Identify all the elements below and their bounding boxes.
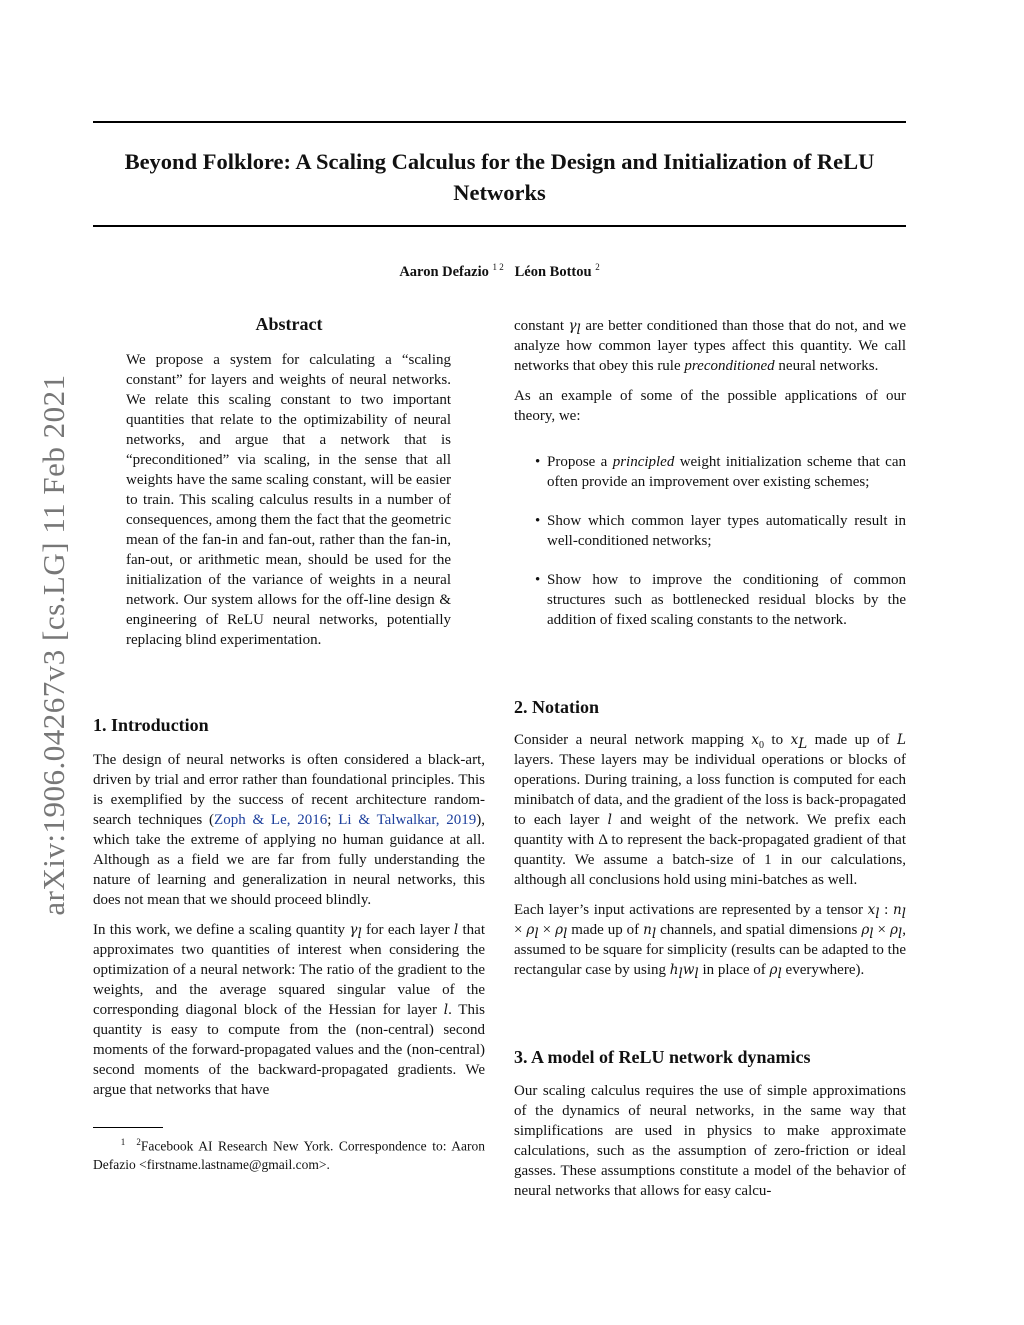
relu-model-heading: 3. A model of ReLU network dynamics bbox=[514, 1047, 811, 1067]
intro-section bbox=[93, 713, 485, 1110]
list-item: • Show how to improve the conditioning of common structures such as bottlenecked residual blocks by the addition of fixed scaling constants to the network. bbox=[514, 570, 906, 630]
relu-model-paragraph: Our scaling calculus requires the use of simple approximations of the dynamics of neural networks, in the same way that simplifications are used in physics to make approximate calculations, such as the assumption of zero-friction or ideal gasses. These assumptions constitute a model of the behavior of neural networks that allows for easy calcu- bbox=[514, 1083, 906, 1199]
notation-section bbox=[514, 695, 906, 990]
notation-paragraph-1: Consider a neural network mapping $x_0$ to $x_L$ made up of L layers. These layers may be individual operations or blocks of operations. During training, a loss function is computed for each minibatch of data, and the gradient of the loss is back-propagated to each layer l and weight of the network. We prefix each quantity with Δ to represent the back-propagated gradient of that quantity. We assume a batch-size of 1 in our calculations, although all conclusions hold using mini-batches as well. bbox=[514, 732, 906, 888]
list-item: • Propose a principled weight initialization scheme that can often provide an improvement over existing schemes; bbox=[514, 452, 906, 492]
list-item: • Show which common layer types automatically result in well-conditioned networks; bbox=[514, 511, 906, 551]
intro-heading: 1. Introduction bbox=[93, 715, 209, 735]
paper-title: Beyond Folklore: A Scaling Calculus for the Design and Initialization of ReLU Networks bbox=[124, 149, 875, 205]
author-name: Léon Bottou bbox=[514, 263, 592, 280]
author-list bbox=[93, 262, 906, 281]
abstract-heading: Abstract bbox=[255, 314, 323, 334]
citation-link[interactable]: Zoph & Le, 2016 bbox=[214, 812, 328, 828]
title-rule-bottom bbox=[93, 225, 906, 227]
examples-intro: As an example of some of the possible applications of our theory, we: bbox=[514, 388, 906, 424]
footnote: $^1$ $^2$Facebook AI Research New York. Correspondence to: Aaron Defazio <firstname.lastname@gmail.com>. bbox=[93, 1137, 486, 1172]
relu-model-section bbox=[514, 1045, 906, 1211]
notation-heading: 2. Notation bbox=[514, 697, 599, 717]
citation-link[interactable]: Li & Talwalkar, 2019 bbox=[338, 812, 477, 828]
arxiv-stamp: arXiv:1906.04267v3 [cs.LG] 11 Feb 2021 bbox=[36, 374, 71, 916]
author-name: Aaron Defazio bbox=[399, 263, 489, 280]
notation-paragraph-2: Each layer’s input activations are represented by a tensor $x_l$ : $n_l \times \rho_l \times \rho_l$ made up of $n_l$ channels, and spatial dimensions $\rho_l \times \rho_l$, assumed to be square for simplicity (results can be adapted to the rectangular case by using $h_lw_l$ in place of $\rho_l$ everywhere). bbox=[514, 902, 906, 982]
right-column bbox=[514, 316, 906, 649]
intro-paragraph-1: The design of neural networks is often considered a black-art, driven by trial and error rather than foundational principles. This is exemplified by the success of recent architecture random-search techniques (Zoph & Le, 2016; Li & Talwalkar, 2019), which take the extreme of applying no human guidance at all. Although as a field we are far from fully understanding the nature of learning and generalization in neural networks, this does not mean that we should proceed blindly. bbox=[93, 752, 486, 908]
abstract-text: We propose a system for calculating a “scaling constant” for layers and weights of neural networks. We relate this scaling constant to two important quantities that relate to the optimizability of neural networks, and argue that a network that is “preconditioned” via scaling, in the sense that all weights have the same scaling constant, will be easier to train. This scaling calculus results in a number of consequences, among them the fact that the geometric mean of the fan-in and fan-out, rather than the fan-in, fan-out, or arithmetic mean, should be used for the initialization of the variance of weights in a neural network. Our system allows for the off-line design & engineering of ReLU neural networks, potentially replacing blind experimentation. bbox=[126, 352, 451, 648]
footnote-rule bbox=[93, 1127, 163, 1128]
right-continuation: constant $\gamma_l$ are better conditioned than those that do not, and we analyze how common layer types affect this quantity. We call networks that obey this rule preconditioned neural networks. bbox=[514, 318, 906, 374]
author-affiliation: 2 bbox=[595, 262, 600, 272]
author-affiliation: 1 2 bbox=[492, 262, 504, 272]
contribution-list bbox=[514, 452, 906, 630]
title-rule-top bbox=[93, 121, 906, 123]
intro-paragraph-2: In this work, we define a scaling quantity $\gamma_l$ for each layer l that approximates two quantities of interest when considering the optimization of a neural network: The ratio of the gradient to the weights, and the average squared singular value of the corresponding diagonal block of the Hessian for layer l. This quantity is easy to compute from the (non-central) second moments of the forward-propagated values and the (non-central) second moments of the backward-propagated gradients. We argue that networks that have bbox=[93, 922, 485, 1098]
